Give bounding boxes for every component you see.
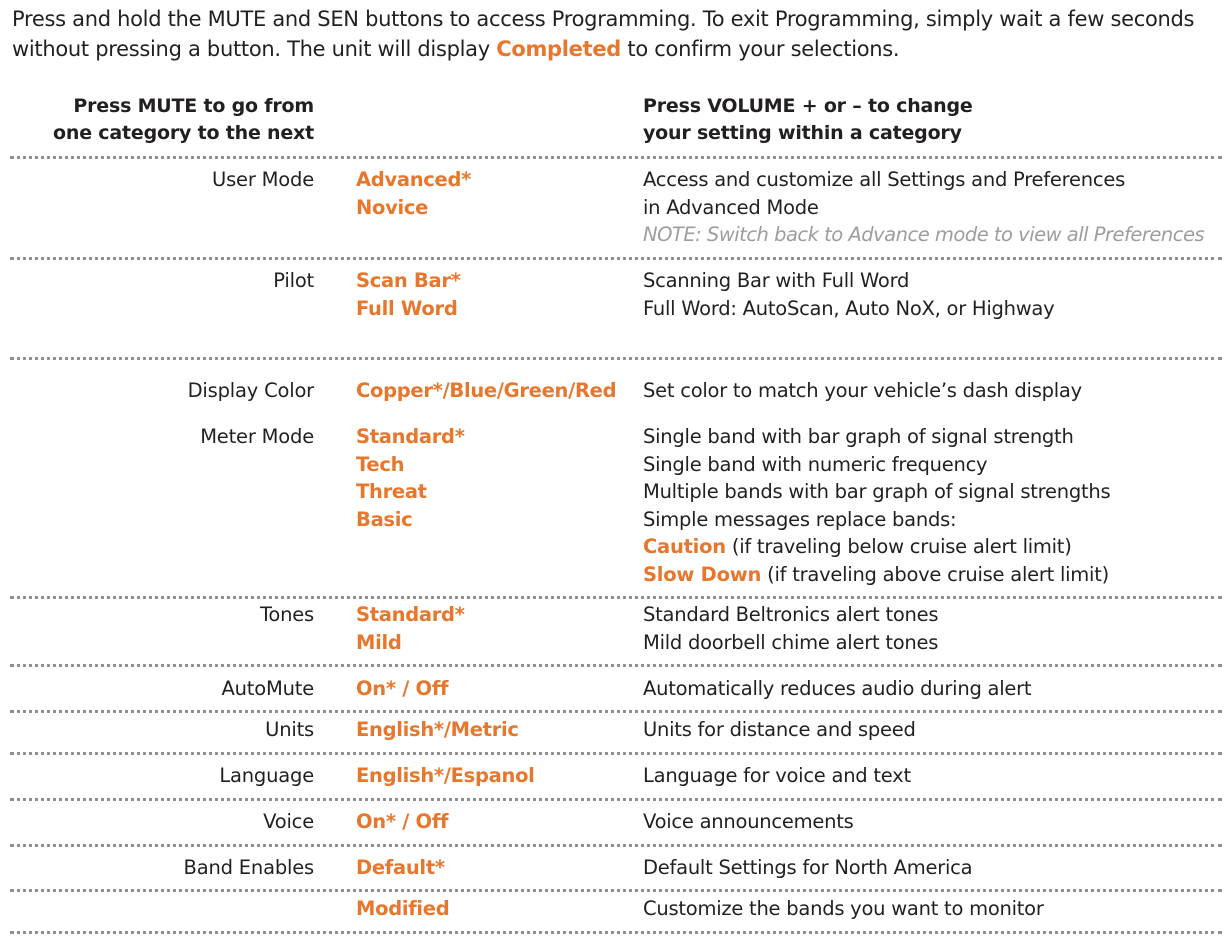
option-english-espanol: English*/Espanol	[356, 764, 535, 787]
intro-paragraph	[12, 4, 1222, 64]
description-line: Full Word: AutoScan, Auto NoX, or Highway	[643, 296, 1055, 320]
option-mild: Mild	[356, 630, 402, 654]
header-left-line1: Press MUTE to go from	[73, 95, 314, 117]
description-line: Units for distance and speed	[643, 718, 916, 741]
options-display-color	[356, 377, 641, 405]
caution-label: Caution	[643, 535, 726, 558]
divider	[10, 752, 1222, 755]
option-scan-bar: Scan Bar*	[356, 269, 461, 292]
description-pilot	[643, 267, 1223, 322]
options-user-mode	[356, 166, 641, 221]
description-line: Scanning Bar with Full Word	[643, 269, 910, 292]
slow-down-line	[643, 561, 1223, 589]
category-pilot: Pilot	[273, 269, 314, 292]
category-meter-mode: Meter Mode	[200, 425, 314, 448]
slow-down-label: Slow Down	[643, 562, 762, 586]
options-tones	[356, 601, 641, 656]
slow-down-text: (if traveling above cruise alert limit)	[761, 562, 1109, 586]
category-band-enables: Band Enables	[183, 856, 314, 879]
description-automute	[643, 675, 1223, 703]
option-basic: Basic	[356, 507, 413, 531]
divider	[10, 710, 1222, 713]
options-language	[356, 762, 641, 790]
category-automute: AutoMute	[221, 677, 314, 700]
divider	[10, 931, 1222, 934]
header-left-line2: one category to the next	[53, 122, 314, 144]
header-right-line2: your setting within a category	[643, 122, 962, 144]
option-advanced: Advanced*	[356, 168, 472, 191]
divider	[10, 257, 1222, 260]
intro-completed-highlight: Completed	[496, 37, 622, 61]
option-english-metric: English*/Metric	[356, 718, 519, 741]
category-units: Units	[265, 718, 314, 741]
option-standard: Standard*	[356, 603, 465, 626]
description-voice	[643, 808, 1223, 836]
category-user-mode: User Mode	[212, 168, 314, 191]
divider	[10, 889, 1222, 892]
option-on-off: On* / Off	[356, 810, 449, 833]
description-line: Customize the bands you want to monitor	[643, 897, 1044, 920]
option-novice: Novice	[356, 195, 429, 219]
options-voice	[356, 808, 641, 836]
description-line: Language for voice and text	[643, 764, 911, 787]
description-band-enables	[643, 854, 1223, 882]
caution-line	[643, 533, 1223, 561]
category-language: Language	[219, 764, 314, 787]
options-automute	[356, 675, 641, 703]
options-band-modified	[356, 895, 641, 923]
intro-text-before: Press and hold the MUTE and SEN buttons to access Programming. To exit Programming, simply wait a few seconds without pressing a button. The unit will display	[12, 7, 1195, 61]
user-mode-note: NOTE: Switch back to Advance mode to view all Preferences	[643, 223, 1205, 246]
option-default: Default*	[356, 856, 445, 879]
description-units	[643, 716, 1223, 744]
option-on-off: On* / Off	[356, 677, 449, 700]
options-meter-mode	[356, 423, 641, 533]
caution-text: (if traveling below cruise alert limit)	[725, 535, 1072, 558]
option-modified: Modified	[356, 897, 450, 920]
description-meter-mode	[643, 423, 1223, 588]
divider	[10, 798, 1222, 801]
header-category-column	[12, 93, 314, 147]
divider	[10, 664, 1222, 667]
category-tones: Tones	[259, 603, 314, 626]
option-standard: Standard*	[356, 425, 465, 448]
option-threat: Threat	[356, 480, 427, 503]
divider	[10, 844, 1222, 847]
options-pilot	[356, 267, 641, 322]
divider	[10, 156, 1222, 159]
category-voice: Voice	[263, 810, 314, 833]
option-tech: Tech	[356, 452, 405, 476]
description-line: Single band with bar graph of signal strength	[643, 425, 1074, 448]
description-language	[643, 762, 1223, 790]
description-line: Voice announcements	[643, 810, 854, 833]
description-line: Simple messages replace bands:	[643, 507, 957, 531]
description-band-modified	[643, 895, 1223, 923]
description-display-color	[643, 377, 1223, 405]
header-right-line1: Press VOLUME + or – to change	[643, 95, 973, 117]
description-line: Single band with numeric frequency	[643, 452, 988, 476]
options-band-enables	[356, 854, 641, 882]
description-line: Automatically reduces audio during alert	[643, 677, 1032, 700]
option-copper-blue-green-red: Copper*/Blue/Green/Red	[356, 379, 617, 402]
description-line: Set color to match your vehicle’s dash display	[643, 379, 1082, 402]
option-full-word: Full Word	[356, 296, 458, 320]
divider	[10, 596, 1222, 599]
description-tones	[643, 601, 1223, 656]
header-setting-column	[643, 93, 1223, 147]
description-line: Multiple bands with bar graph of signal strengths	[643, 480, 1111, 503]
category-display-color: Display Color	[187, 379, 314, 402]
description-line: Mild doorbell chime alert tones	[643, 630, 939, 654]
divider	[10, 357, 1222, 360]
options-units	[356, 716, 641, 744]
intro-text-after: to confirm your selections.	[621, 37, 900, 61]
description-line: Standard Beltronics alert tones	[643, 603, 939, 626]
description-line: Access and customize all Settings and Preferences	[643, 168, 1125, 191]
description-line: in Advanced Mode	[643, 195, 819, 219]
description-line: Default Settings for North America	[643, 856, 973, 879]
description-user-mode	[643, 166, 1223, 249]
